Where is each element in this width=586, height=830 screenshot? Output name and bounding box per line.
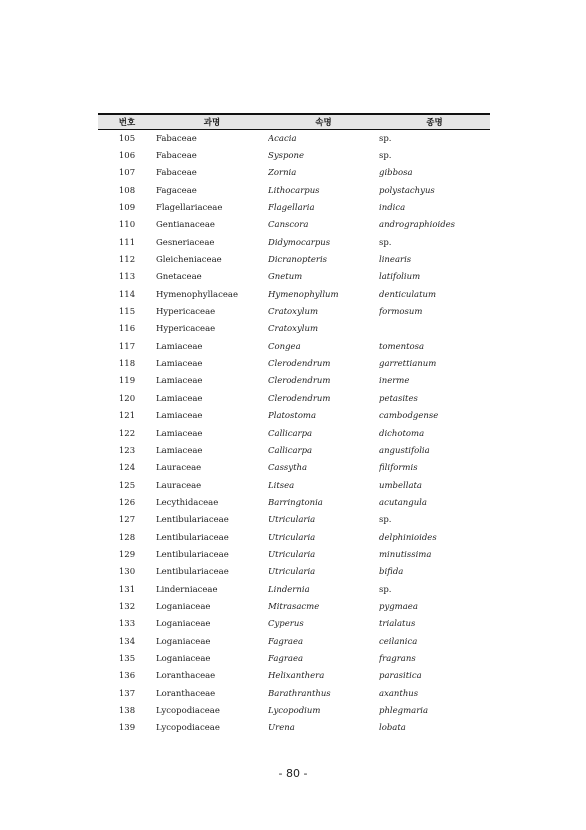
cell-genus: Hymenophyllum — [268, 289, 339, 300]
cell-species: pygmaea — [379, 601, 418, 612]
cell-number: 112 — [118, 255, 136, 266]
cell-number: 119 — [118, 376, 136, 387]
cell-family: Lentibulariaceae — [156, 515, 229, 526]
table-row — [98, 303, 490, 320]
cell-species: sp. — [379, 515, 392, 526]
table-row — [98, 529, 490, 546]
table-row — [98, 286, 490, 303]
table-row — [98, 165, 490, 182]
cell-species: fragrans — [379, 653, 416, 664]
cell-family: Fabaceae — [156, 133, 197, 144]
table-row — [98, 269, 490, 286]
species-table — [98, 113, 490, 737]
cell-family: Lamiaceae — [156, 393, 203, 404]
cell-genus: Gnetum — [268, 272, 303, 283]
cell-species: dichotoma — [379, 428, 425, 439]
cell-number: 110 — [118, 220, 136, 231]
cell-family: Gentianaceae — [156, 220, 215, 231]
cell-species: sp. — [379, 133, 392, 144]
cell-number: 115 — [118, 307, 136, 318]
cell-genus: Syspone — [268, 151, 305, 162]
cell-genus: Utricularia — [268, 532, 316, 543]
cell-species: minutissima — [379, 549, 432, 560]
cell-family: Linderniaceae — [156, 584, 218, 595]
cell-species: polystachyus — [379, 185, 435, 196]
cell-number: 125 — [118, 480, 136, 491]
cell-number: 108 — [118, 185, 136, 196]
cell-genus: Callicarpa — [268, 445, 313, 456]
cell-number: 116 — [118, 324, 136, 335]
page-number: - 80 - — [278, 767, 308, 780]
cell-number: 109 — [118, 203, 136, 214]
cell-genus: Helixanthera — [268, 671, 325, 682]
cell-family: Lamiaceae — [156, 411, 203, 422]
cell-number: 122 — [118, 428, 136, 439]
cell-family: Fabaceae — [156, 151, 197, 162]
cell-species: axanthus — [379, 688, 419, 699]
cell-species: formosum — [379, 307, 423, 318]
table-row — [98, 199, 490, 216]
cell-number: 113 — [118, 272, 136, 283]
cell-genus: Fagraea — [268, 653, 304, 664]
header-species: 종명 — [426, 118, 443, 128]
table-row — [98, 581, 490, 598]
cell-number: 106 — [118, 151, 136, 162]
cell-species: cambodgense — [379, 411, 439, 422]
table-row — [98, 130, 490, 147]
cell-genus: Urena — [268, 723, 295, 734]
cell-species: garrettianum — [379, 359, 437, 370]
cell-number: 128 — [118, 532, 136, 543]
cell-species: sp. — [379, 151, 392, 162]
cell-genus: Dicranopteris — [268, 255, 328, 266]
cell-species: latifolium — [379, 272, 421, 283]
cell-genus: Flagellaria — [268, 203, 315, 214]
cell-genus: Clerodendrum — [268, 393, 331, 404]
cell-species: parasitica — [379, 671, 422, 682]
cell-number: 139 — [118, 723, 136, 734]
cell-family: Lamiaceae — [156, 341, 203, 352]
cell-family: Loranthaceae — [156, 688, 216, 699]
cell-species: linearis — [379, 255, 412, 266]
cell-family: Lycopodiaceae — [156, 706, 220, 717]
cell-genus: Didymocarpus — [268, 237, 331, 248]
cell-family: Hypericaceae — [156, 324, 216, 335]
cell-genus: Cratoxylum — [268, 324, 319, 335]
cell-number: 127 — [118, 515, 136, 526]
cell-family: Lamiaceae — [156, 359, 203, 370]
table-row — [98, 512, 490, 529]
cell-family: Loganiaceae — [156, 601, 211, 612]
cell-genus: Acacia — [268, 133, 297, 144]
cell-number: 138 — [118, 706, 136, 717]
table-row — [98, 338, 490, 355]
cell-genus: Lindernia — [268, 584, 310, 595]
cell-family: Fagaceae — [156, 185, 197, 196]
cell-family: Loranthaceae — [156, 671, 216, 682]
cell-species: filiformis — [379, 463, 418, 474]
table-row — [98, 546, 490, 563]
cell-number: 126 — [118, 497, 136, 508]
table-row — [98, 460, 490, 477]
cell-species: petasites — [379, 393, 418, 404]
cell-species: tomentosa — [379, 341, 425, 352]
table-row — [98, 373, 490, 390]
cell-species: andrographioides — [379, 220, 456, 231]
cell-family: Lamiaceae — [156, 445, 203, 456]
table-row — [98, 442, 490, 459]
cell-genus: Clerodendrum — [268, 376, 331, 387]
cell-number: 132 — [118, 601, 136, 612]
table-row — [98, 616, 490, 633]
table-row — [98, 355, 490, 372]
cell-genus: Barringtonia — [268, 497, 323, 508]
cell-species: trialatus — [379, 619, 416, 630]
cell-species: bifida — [379, 567, 404, 578]
table-row — [98, 477, 490, 494]
table-row — [98, 234, 490, 251]
cell-genus: Platostoma — [268, 411, 317, 422]
cell-number: 107 — [118, 168, 136, 179]
cell-family: Loganiaceae — [156, 636, 211, 647]
cell-family: Lentibulariaceae — [156, 567, 229, 578]
cell-number: 117 — [118, 341, 136, 352]
cell-genus: Clerodendrum — [268, 359, 331, 370]
cell-genus: Lycopodium — [268, 706, 321, 717]
cell-number: 136 — [118, 671, 136, 682]
cell-number: 137 — [118, 688, 136, 699]
cell-number: 124 — [118, 463, 136, 474]
cell-family: Lentibulariaceae — [156, 532, 229, 543]
table-row — [98, 408, 490, 425]
cell-family: Gleicheniaceae — [156, 255, 222, 266]
cell-genus: Utricularia — [268, 567, 316, 578]
table-row — [98, 425, 490, 442]
cell-family: Loganiaceae — [156, 653, 211, 664]
cell-species: ceilanica — [379, 636, 418, 647]
cell-number: 121 — [118, 411, 136, 422]
table-body — [98, 130, 490, 737]
table-row — [98, 494, 490, 511]
cell-family: Lauraceae — [156, 463, 202, 474]
cell-species: gibbosa — [379, 168, 413, 179]
table-row — [98, 321, 490, 338]
header-number: 번호 — [118, 118, 136, 128]
cell-genus: Canscora — [268, 220, 309, 231]
cell-genus: Callicarpa — [268, 428, 313, 439]
cell-number: 123 — [118, 445, 136, 456]
cell-family: Lamiaceae — [156, 428, 203, 439]
cell-species: acutangula — [379, 497, 427, 508]
cell-species: inerme — [379, 376, 410, 387]
cell-number: 129 — [118, 549, 136, 560]
cell-number: 131 — [118, 584, 136, 595]
cell-genus: Utricularia — [268, 549, 316, 560]
table-row — [98, 564, 490, 581]
cell-family: Loganiaceae — [156, 619, 211, 630]
cell-genus: Lithocarpus — [268, 185, 320, 196]
cell-species: umbellata — [379, 480, 422, 491]
cell-species: angustifolia — [379, 445, 430, 456]
table-row — [98, 668, 490, 685]
table-header — [98, 113, 490, 130]
cell-genus: Mitrasacme — [268, 601, 320, 612]
cell-family: Gesneriaceae — [156, 237, 215, 248]
cell-species: sp. — [379, 584, 392, 595]
cell-species: lobata — [379, 723, 406, 734]
cell-species: denticulatum — [379, 289, 437, 300]
cell-genus: Cyperus — [268, 619, 304, 630]
cell-genus: Barathranthus — [268, 688, 331, 699]
table-row — [98, 251, 490, 268]
cell-number: 111 — [118, 237, 136, 248]
table-row — [98, 598, 490, 615]
table-row — [98, 217, 490, 234]
cell-family: Fabaceae — [156, 168, 197, 179]
cell-family: Lecythidaceae — [156, 497, 219, 508]
table-row — [98, 685, 490, 702]
table-row — [98, 650, 490, 667]
cell-species: sp. — [379, 237, 392, 248]
cell-family: Hymenophyllaceae — [156, 289, 239, 300]
cell-number: 133 — [118, 619, 136, 630]
cell-number: 105 — [118, 133, 136, 144]
cell-number: 118 — [118, 359, 136, 370]
table-row — [98, 147, 490, 164]
table-row — [98, 633, 490, 650]
cell-number: 114 — [118, 289, 136, 300]
cell-number: 135 — [118, 653, 136, 664]
cell-family: Lycopodiaceae — [156, 723, 220, 734]
cell-family: Lamiaceae — [156, 376, 203, 387]
cell-genus: Cassytha — [268, 463, 308, 474]
table-row — [98, 182, 490, 199]
cell-number: 120 — [118, 393, 136, 404]
cell-family: Gnetaceae — [156, 272, 202, 283]
table-row — [98, 702, 490, 719]
cell-genus: Litsea — [268, 480, 295, 491]
header-genus: 속명 — [315, 118, 332, 128]
cell-genus: Cratoxylum — [268, 307, 319, 318]
cell-genus: Zornia — [268, 168, 297, 179]
table-row — [98, 390, 490, 407]
cell-family: Lauraceae — [156, 480, 202, 491]
cell-species: indica — [379, 203, 406, 214]
cell-number: 134 — [118, 636, 136, 647]
header-family: 과명 — [203, 118, 221, 128]
cell-species: phlegmaria — [379, 706, 429, 717]
cell-family: Flagellariaceae — [156, 203, 223, 214]
cell-genus: Utricularia — [268, 515, 316, 526]
cell-genus: Fagraea — [268, 636, 304, 647]
cell-family: Hypericaceae — [156, 307, 216, 318]
table-row — [98, 720, 490, 737]
cell-species: delphinioides — [379, 532, 437, 543]
cell-genus: Congea — [268, 341, 301, 352]
cell-number: 130 — [118, 567, 136, 578]
cell-family: Lentibulariaceae — [156, 549, 229, 560]
